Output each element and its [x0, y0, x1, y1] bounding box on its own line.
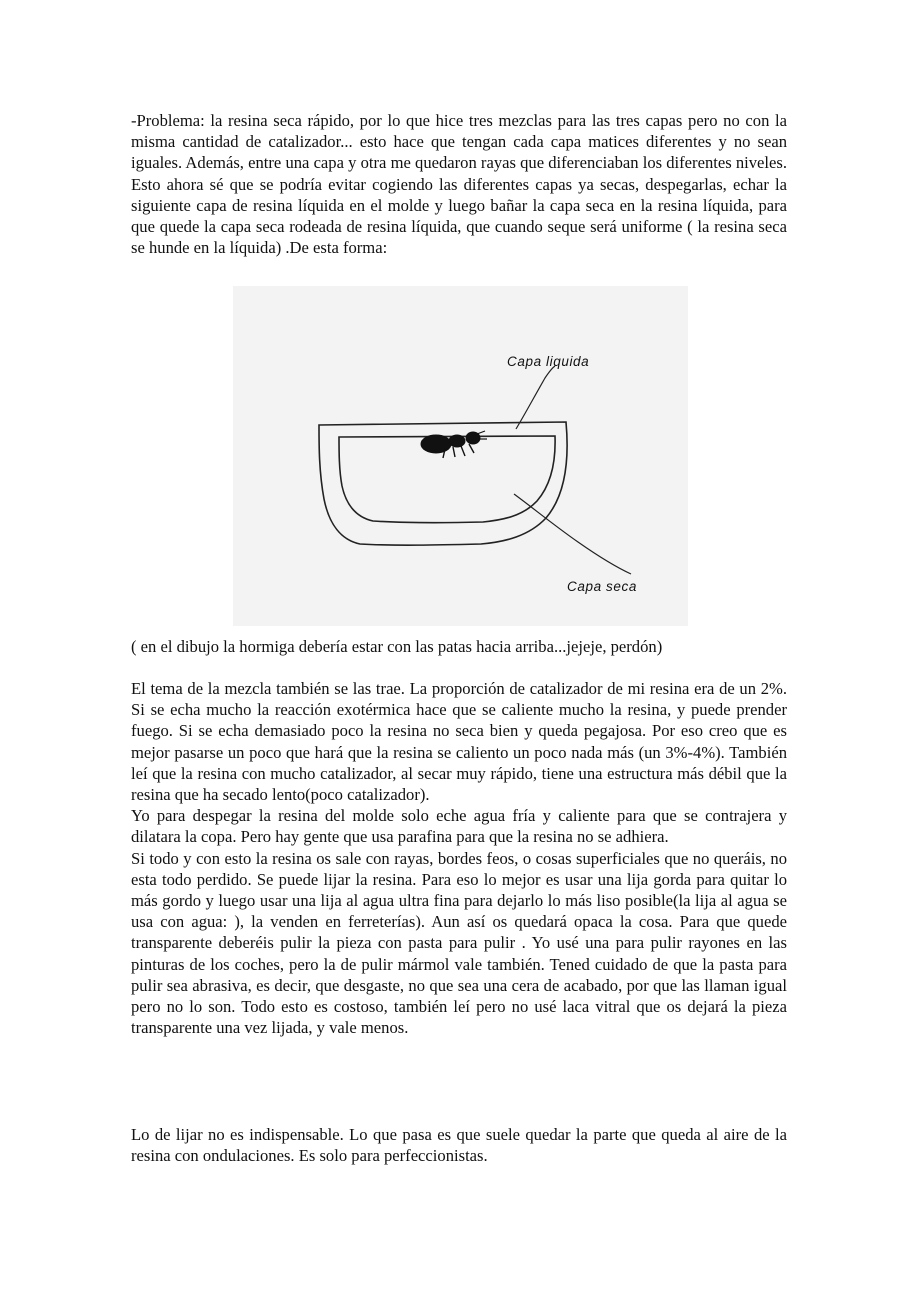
resin-layers-drawing — [233, 286, 688, 626]
figure-caption: ( en el dibujo la hormiga debería estar con las patas hacia arriba...jejeje, perdón) — [131, 637, 663, 656]
paragraph-problem: -Problema: la resina seca rápido, por lo que hice tres mezclas para las tres capas pero no con la misma cantidad de catalizador... esto hace que tengan cada capa matices diferentes y no sean iguales. Además, entre una capa y otra me quedaron rayas que diferenciaban los diferentes niveles. Esto ahora sé que se podría evitar cogiendo las diferentes capas ya secas, despegarlas, echar la siguiente capa de resina líquida en el molde y luego bañar la capa seca en la resina líquida, para que quede la capa seca rodeada de resina líquida, que cuando seque será uniforme ( la resina seca se hunde en la líquida) .De esta forma: — [131, 111, 787, 258]
paragraph-line: El tema de la mezcla también se las trae. La proporción de catalizador de mi resina era de un 2%. Si se echa mucho la reacción exotérmica hace que se caliente mucho la resina, y puede prender fuego. Si se echa demasiado poco la resina no seca bien y queda pegajosa. Por eso creo que es mejor pasarse un poco que hará que la resina se caliento un poco nada más (un 3%-4%). También leí que la resina con mucho catalizador, al secar muy rápido, tiene una estructura más débil que la resina que ha secado lento(poco catalizador). — [131, 679, 787, 805]
ant-icon — [421, 431, 487, 458]
paragraph-mixing — [131, 678, 787, 1038]
liquid-layer-pointer — [516, 366, 555, 429]
label-liquid-layer: Capa liquida — [507, 354, 590, 369]
paragraph-line: Si todo y con esto la resina os sale con rayas, bordes feos, o cosas superficiales que no queráis, no esta todo perdido. Se puede lijar la resina. Para eso lo mejor es usar una lija gorda para quitar lo más gordo y luego usar una lija al agua ultra fina para dejarlo lo más liso posible(la lija al agua se usa con agua: ), la venden en ferreterías). Aun así os quedará opaca la cosa. Para que quede transparente deberéis pulir la pieza con pasta para pulir . Yo usé una para pulir rayones en las pinturas de los coches, pero la de pulir mármol vale también. Tened cuidado de que la pasta para pulir sea abrasiva, es decir, que desgaste, no que sea una cera de acabado, por que las llaman igual pero no lo son. Todo esto es costoso, también leí pero no usé laca vitral que os dejará la pieza transparente una vez lijada, y vale menos. — [131, 848, 787, 1038]
paragraph-line: Yo para despegar la resina del molde solo eche agua fría y caliente para que se contrajera y dilatara la copa. Pero hay gente que usa parafina para que la resina no se adhiera. — [131, 806, 787, 847]
drawing-svg — [233, 286, 688, 626]
paragraph-sanding: Lo de lijar no es indispensable. Lo que pasa es que suele quedar la parte que queda al aire de la resina con ondulaciones. Es solo para perfeccionistas. — [131, 1125, 787, 1166]
label-dry-layer: Capa seca — [567, 579, 637, 594]
